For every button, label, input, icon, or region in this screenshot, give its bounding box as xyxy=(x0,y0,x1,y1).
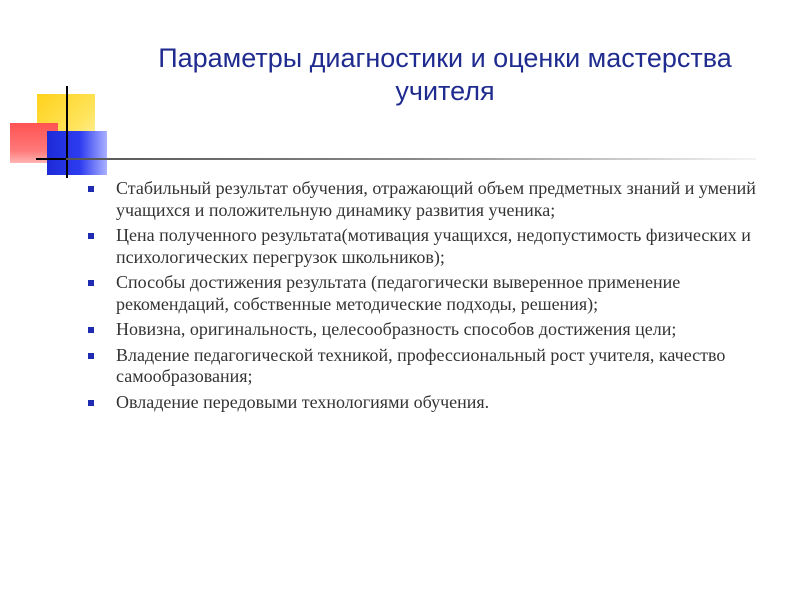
list-item-text: Овладение передовыми технологиями обучения. xyxy=(116,391,490,412)
list-item xyxy=(88,178,778,221)
square-bullet-icon xyxy=(88,186,94,192)
bullet-list xyxy=(88,178,778,417)
square-bullet-icon xyxy=(88,327,94,333)
logo-vertical-line xyxy=(66,86,68,178)
list-item-text: Цена полученного результата(мотивация учащихся, недопустимость физических и психологических перегрузок школьников); xyxy=(116,225,751,267)
list-item xyxy=(88,319,778,341)
square-bullet-icon xyxy=(88,233,94,239)
square-bullet-icon xyxy=(88,353,94,359)
list-item-text: Владение педагогической техникой, профессиональный рост учителя, качество самообразования; xyxy=(116,344,726,386)
square-bullet-icon xyxy=(88,400,94,406)
list-item xyxy=(88,225,778,268)
list-item xyxy=(88,392,778,414)
list-item-text: Способы достижения результата (педагогически выверенное применение рекомендаций, собственные методические подходы, решения); xyxy=(116,272,681,314)
list-item xyxy=(88,272,778,315)
square-bullet-icon xyxy=(88,280,94,286)
list-item-text: Новизна, оригинальность, целесообразность способов достижения цели; xyxy=(116,319,677,339)
decorative-squares-logo xyxy=(0,0,120,180)
list-item xyxy=(88,345,778,388)
title-divider xyxy=(66,158,756,160)
list-item-text: Стабильный результат обучения, отражающий объем предметных знаний и умений учащихся и положительную динамику развития ученика; xyxy=(116,178,756,220)
slide-title: Параметры диагностики и оценки мастерства учителя xyxy=(158,43,732,106)
blue-square xyxy=(47,131,107,175)
